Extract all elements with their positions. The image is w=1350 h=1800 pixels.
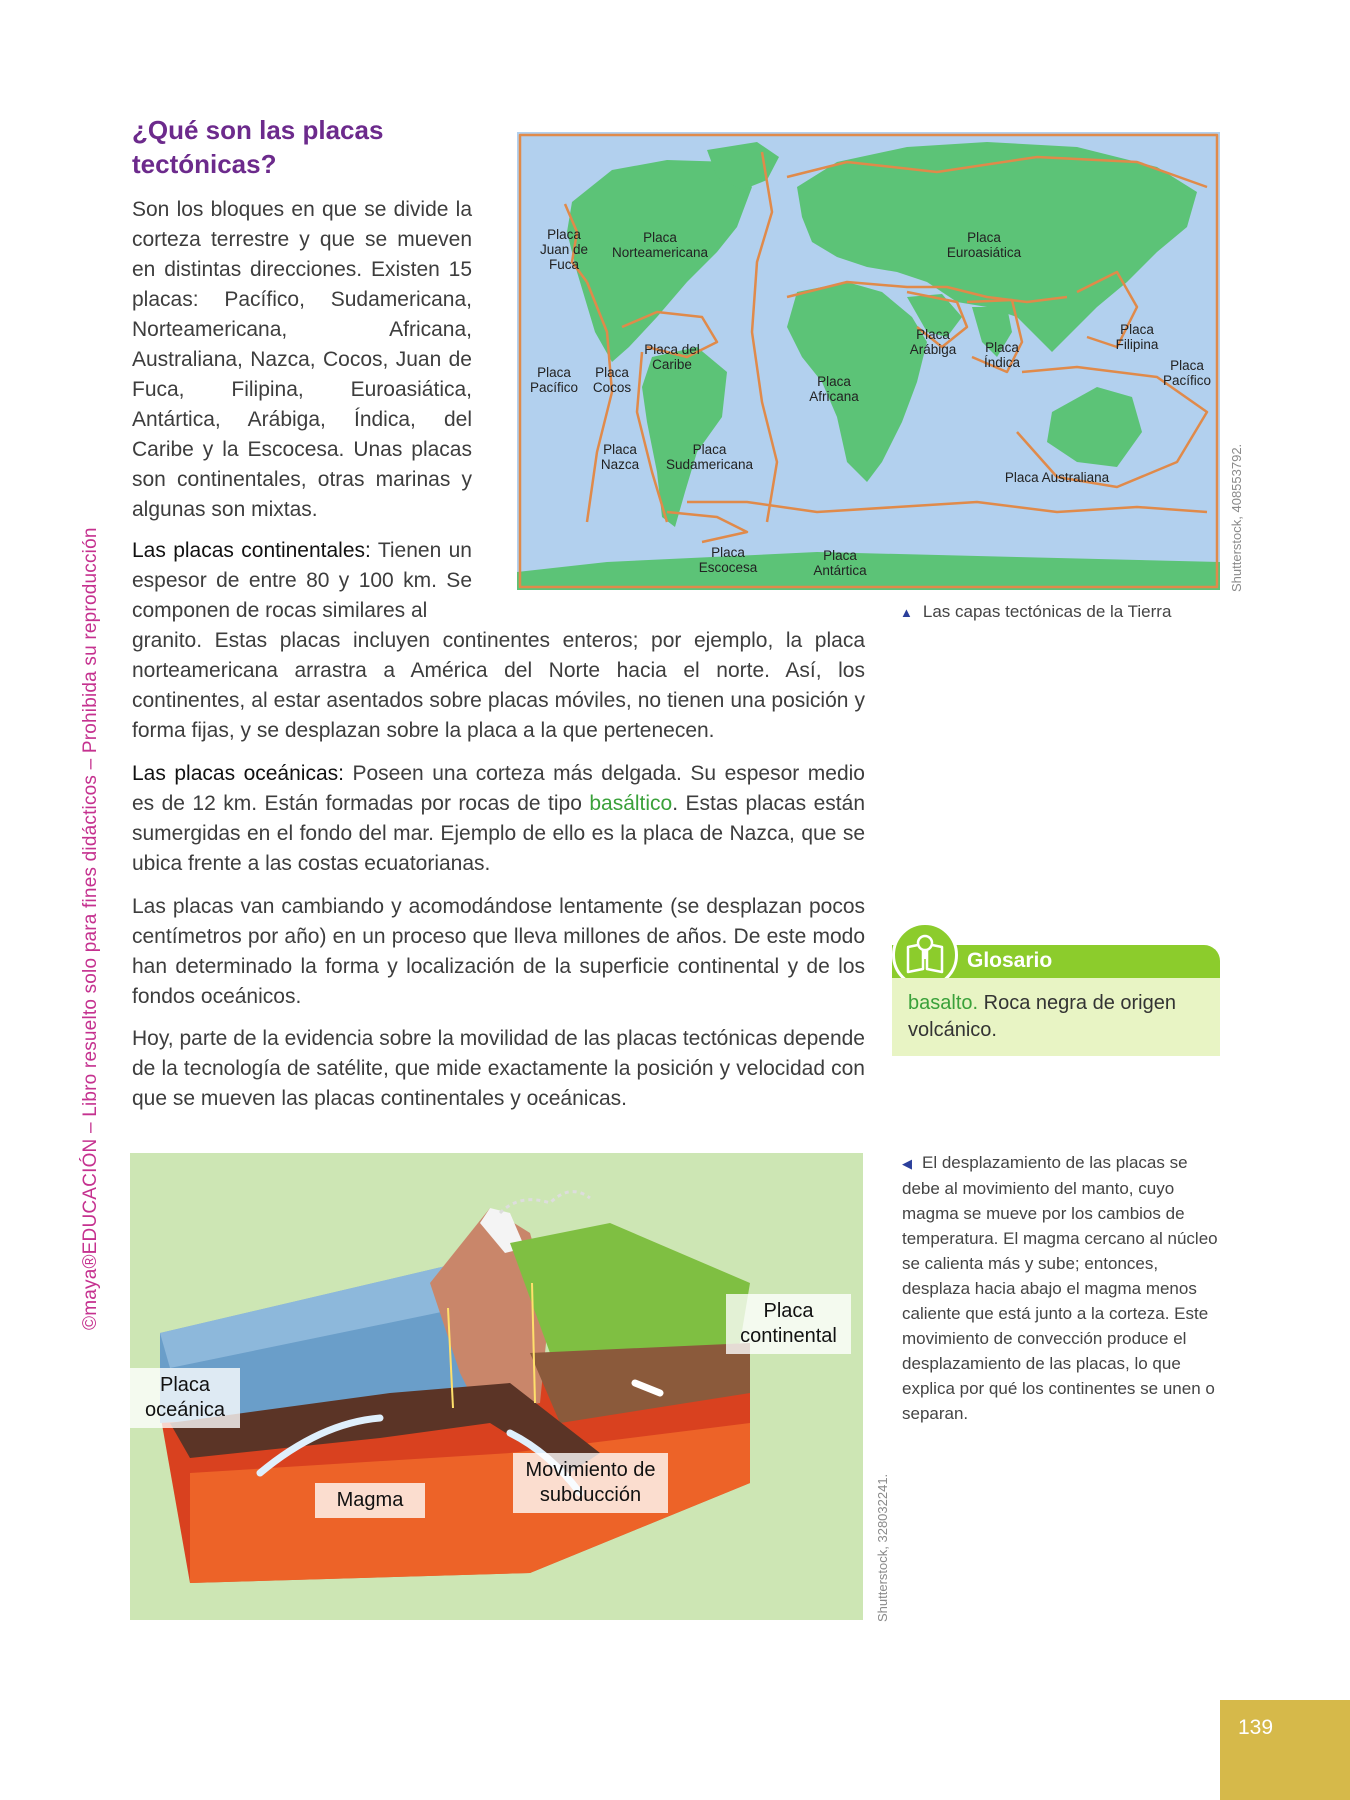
boundary-scotia (667, 512, 747, 542)
section-title: ¿Qué son las placas tectónicas? (132, 115, 384, 179)
map-label-norteamericana: Placa Norteamericana (611, 230, 709, 260)
glossary-definition: Roca negra de origen volcánico. (908, 992, 1176, 1041)
map-label-escocesa: Placa Escocesa (698, 545, 758, 575)
continental-paragraph-top (132, 536, 472, 626)
page-number-box (1220, 1700, 1350, 1800)
book-magnifier-icon (895, 925, 955, 985)
diagram-caption-text: El desplazamiento de las placas se debe al movimiento del manto, cuyo magma se mueve por los cambios de temperatura. El magma cercano al núcleo se calienta más y sube; entonces, desplaza hacia abajo el magma menos caliente que está junto a la corteza. Este movimiento de convección produce el desplazamiento de las placas, lo que explica por qué los continentes se unen o separan. (902, 1153, 1218, 1423)
map-credit: Shutterstock, 408553792. (1229, 443, 1244, 592)
diagram-caption (902, 1150, 1222, 1426)
map-label-sudamericana: Placa Sudamericana (665, 442, 754, 472)
map-label-caribe: Placa del Caribe (644, 342, 700, 372)
map-label-antartica: Placa Antártica (813, 548, 867, 578)
basaltico-glossary-term[interactable]: basáltico (589, 792, 673, 815)
map-label-cocos: Placa Cocos (592, 365, 632, 395)
glossary-title: Glosario (967, 949, 1053, 972)
continent-south-america (642, 347, 727, 527)
glossary-entry (892, 978, 1220, 1056)
map-label-indica: Placa Índica (983, 340, 1021, 370)
movement-paragraph: Las placas van cambiando y acomodándose lentamente (se desplazan pocos centímetros por año) en un proceso que lleva millones de años. De este modo han determinado la forma y localización de la superficie continental y de los fondos oceánicos. (132, 895, 865, 1008)
oceanic-text-after: . Estas placas están sumergidas en el fondo del mar. Ejemplo de ello es la placa de Nazca, que se ubica frente a las costas ecuatorianas. (132, 792, 865, 875)
diagram-label-magma: Magma (315, 1483, 425, 1518)
glossary-term: basalto. (908, 992, 979, 1014)
copyright-side-text: ©maya®EDUCACIÓN – Libro resuelto solo para fines didácticos – Prohibida su reproducción (80, 527, 101, 1330)
diagram-label-continental: Placa continental (726, 1294, 851, 1354)
oceanic-text-before: Poseen una corteza más delgada. Su espesor medio es de 12 km. Están formadas por rocas de tipo (132, 762, 865, 815)
diagram-credit: Shutterstock, 328032241. (875, 1473, 890, 1622)
map-label-juan-de-fuca: Placa Juan de Fuca (539, 227, 589, 272)
map-label-australiana: Placa Australiana (1004, 470, 1110, 485)
diagram-label-subduction: Movimiento de subducción (513, 1453, 668, 1513)
map-label-arabiga: Placa Arábiga (909, 327, 957, 357)
boundary-southern-ocean (687, 502, 1207, 512)
continental-lead: Las placas continentales: (132, 539, 371, 562)
subduction-diagram (130, 1153, 863, 1620)
glossary-body (892, 978, 1220, 1056)
map-label-filipina: Placa Filipina (1115, 322, 1159, 352)
smoke-plume (500, 1192, 590, 1213)
diagram-label-oceanic: Placa oceánica (130, 1368, 240, 1428)
page-number: 139 (1238, 1716, 1274, 1739)
caption-left-triangle-icon: ◀ (902, 1156, 912, 1171)
continental-text-top: Tienen un espesor de entre 80 y 100 km. Se componen de rocas similares al (132, 539, 472, 622)
map-caption-text: Las capas tectónicas de la Tierra (922, 602, 1172, 621)
continental-paragraph-rest: granito. Estas placas incluyen continentes enteros; por ejemplo, la placa norteamericana arrastra a América del Norte hacia el norte. Así, los continentes, al estar asentados sobre placas móviles, no tienen una posición y forma fijas, y se desplazan sobre la placa a la que pertenecen. (132, 629, 865, 742)
oceanic-lead: Las placas oceánicas: (132, 762, 344, 785)
caption-triangle-icon: ▲ (900, 605, 913, 620)
map-caption (900, 599, 1220, 625)
continent-north-america (567, 160, 752, 362)
intro-paragraph: Son los bloques en que se divide la corteza terrestre y que se mueven en distintas direcciones. Existen 15 placas: Pacífico, Sudamericana, Norteamericana, Africana, Australiana, Nazca, Cocos, Juan de Fuca, Filipina, Euroasiática, Antártica, Arábiga, Índica, del Caribe y la Escocesa. Unas placas son continentales, otras marinas y algunas son mixtas. (132, 198, 472, 521)
tectonic-plates-map (517, 132, 1220, 590)
world-map-graphic (517, 132, 1220, 590)
oceanic-paragraph (132, 759, 865, 879)
map-label-pacifico-left: Placa Pacífico (529, 365, 579, 395)
map-label-africana: Placa Africana (809, 374, 859, 404)
map-label-nazca: Placa Nazca (600, 442, 640, 472)
map-label-euroasiatica: Placa Euroasiática (946, 230, 1022, 260)
map-label-pacifico-right: Placa Pacífico (1162, 358, 1212, 388)
satellite-paragraph: Hoy, parte de la evidencia sobre la movilidad de las placas tectónicas depende de la tecnología de satélite, que mide exactamente la posición y velocidad con que se mueven las placas continentales y oceánicas. (132, 1027, 865, 1110)
continent-australia (1047, 387, 1142, 467)
